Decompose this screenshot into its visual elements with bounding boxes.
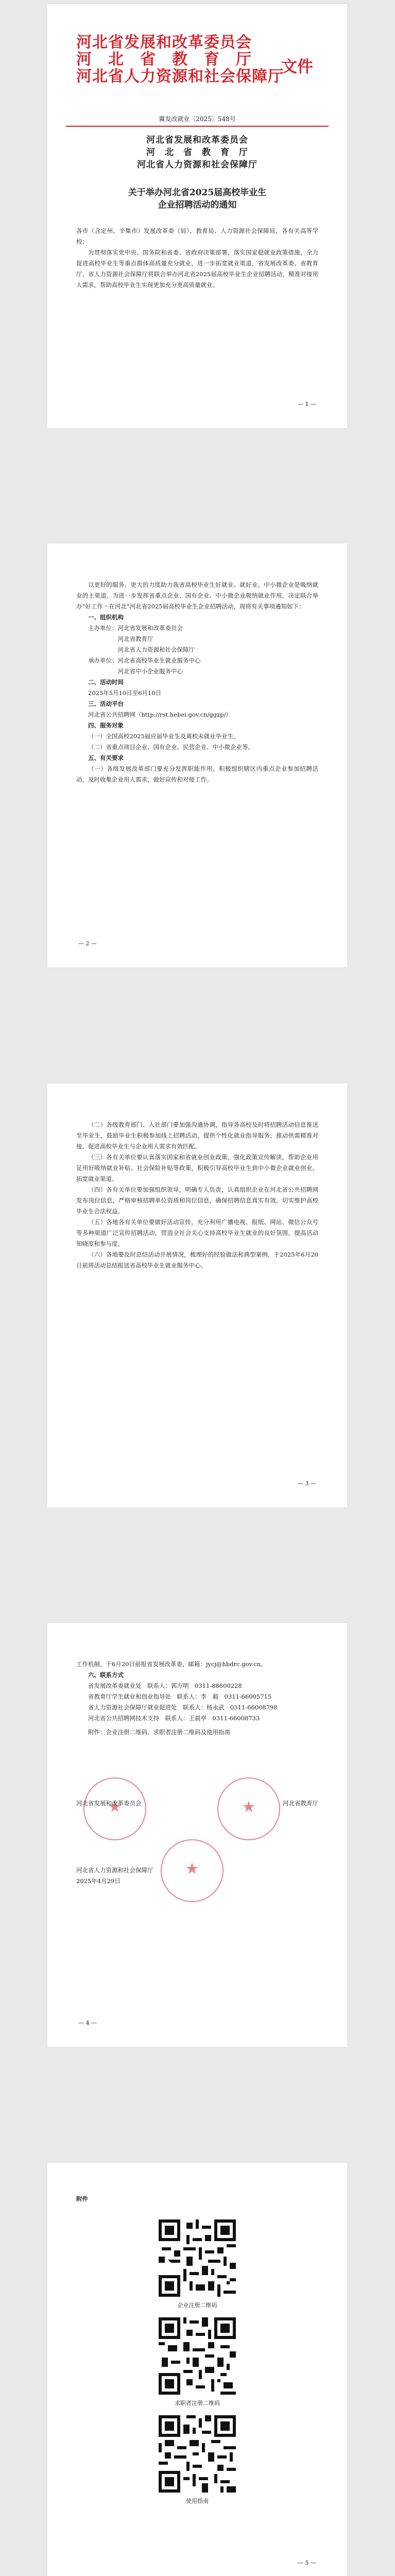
page-3-body [76,1120,318,1271]
page-2-body [76,580,318,785]
document-page-4 [47,1623,347,2047]
document-page-5 [47,2163,347,2576]
page-number: — 5 — [298,2560,316,2566]
section-heading: 四、服务对象 [88,722,124,729]
addressee: 各市（含定州、辛集市）发展改革委（局）、教育局、人力资源社会保障局，各有关高等学校： [76,227,318,245]
contact-line: 省人力资源社会保障厅就业促进处 联系人：杨永武 0311-66008798 [88,1704,278,1711]
title-line-1: 关于举办河北省2025届高校毕业生 [128,188,267,198]
page-5-body [76,2194,318,2205]
qr-guide[interactable] [47,2415,347,2505]
page-number: — 1 — [298,401,316,408]
paragraph: （六）各地要及时总结活动开展情况，梳理好的经验做法和典型案例，于2025年6月20日前将活动总结报送省高校毕业生就业服务中心。 [76,1251,318,1269]
document-page-3 [47,1083,347,1507]
signer-left: 河北省发展和改革委员会 [76,1800,142,1807]
paragraph: （二）各级教育部门、人社部门要加强沟通协调，指导各高校及时将招聘活动信息推送至毕业生，鼓励毕业生积极参加线上招聘活动，提供个性化就业指导服务，推动供需精准对接，促进高校毕业生与企业用人需求有效匹配。 [76,1121,318,1150]
page-4-body [76,1659,318,1738]
section-line: （二）省重点项目企业、国有企业、民营企业、中小微企业等。 [88,743,254,751]
header-line-2: 河 北 省 教 育 厅 [76,50,252,69]
official-seal [217,1777,280,1840]
official-seal [83,1777,146,1840]
section-line: 承办单位：河北省高校毕业生就业服务中心 [88,657,201,664]
paragraph: （五）各地各有关单位要做好活动宣传，充分利用广播电视、报纸、网站、微信公众号等多种渠道广泛宣传招聘活动，营造全社会关心支持高校毕业生就业的良好氛围，提高活动知晓度和参与度。 [76,1218,318,1247]
header-line-3: 河北省人力资源和社会保障厅 [76,67,284,86]
qr-jobseeker[interactable] [47,2317,347,2407]
signing-date: 2025年4月29日 [76,1877,121,1885]
signature-right [76,1865,318,1887]
section-heading: 三、活动平台 [88,700,124,707]
section-line: 主办单位：河北省发展和改革委员会 [88,624,183,632]
paragraph: （三）各有关单位要认真落实国家和省就业创业政策，强化政策宣传解读，帮助企业用足用好吸纳就业补贴、社会保险补贴等政策，积极引导高校毕业生到中小微企业就业创业，拓宽就业渠道。 [76,1154,318,1182]
qr-code-icon [159,2219,236,2297]
qr-caption: 求职者注册二维码 [175,2400,220,2406]
section-line: 河北省中小企业服务中心 [88,668,183,675]
contact-line: 省教育厅学生就业和创业指导处 联系人：李 毅 0311-66005715 [88,1693,272,1700]
document-page-1 [47,4,347,428]
issuer-3: 河北省人力资源和社会保障厅 [137,160,257,170]
paragraph: 工作机制，于6月20日前报省发展改革委，邮箱：jycj@hbdrc.gov.cn。 [76,1660,267,1668]
issuer-1: 河北省发展和改革委员会 [146,135,248,145]
document-header [76,34,284,85]
section-heading: 二、活动时间 [88,679,124,686]
contact-line: 河北省公共招聘网技术支持 联系人：王晨亭 0311-66008733 [88,1715,260,1722]
section-heading: 五、有关要求 [88,754,124,761]
qr-code-icon [159,2415,236,2493]
section-line: 河北省公共招聘网（http://rst.hebei.gov.cn/ggzp/） [88,711,232,718]
qr-code-icon [159,2317,236,2395]
signer-mid: 河北省教育厅 [283,1800,318,1807]
page-number: — 4 — [78,2020,97,2026]
signature-block [76,1798,318,1809]
qr-caption: 使用指南 [186,2498,209,2504]
attachment-note: 附件：企业注册二维码、求职者注册二维码及使用指南 [88,1728,230,1736]
qr-caption: 企业注册二维码 [177,2302,217,2309]
attachment-heading: 附件 [76,2195,88,2202]
issuer-2: 河 北 省 教 育 厅 [146,147,248,158]
paragraph: （四）各有关单位要加强组织领导，明确专人负责，认真组织企业在河北省公共招聘网发布岗位信息，严格审核招聘单位资质和岗位信息，确保招聘信息真实有效，切实维护高校毕业生合法权益。 [76,1186,318,1215]
section-heading: 一、组织机构 [88,614,124,621]
section-line: 2025年5月10日至6月10日 [88,689,162,697]
header-line-1: 河北省发展和改革委员会 [76,33,252,52]
paragraph: 以更好的服务、更大的力度助力我省高校毕业生好就业、就好业。中小微企业是吸纳就业的主渠道，为进一步发挥省重点企业、国有企业、中小微企业吸纳就业作用，决定联合举办“好工作・在河北”河北省2025届高校毕业生企业招聘活动，现将有关事项通知如下： [76,581,318,610]
title-line-2: 企业招聘活动的通知 [158,200,237,210]
document-page-2 [47,544,347,968]
contact-line: 省发展改革委就业处 联系人：郭方明 0311-88600228 [88,1682,242,1689]
paragraph: 为贯彻落实党中央、国务院和省委、省政府决策部署，落实国家稳就业政策措施，全力促进高校毕业生等重点群体高质量充分就业，进一步拓宽就业渠道，省发展改革委、省教育厅、省人力资源社会保障厅将联合举办河北省2025届高校毕业生企业招聘活动，精准对接用人需求，帮助高校毕业生实现更加充分更高质量就业。 [76,249,318,289]
section-line: （一）各级发展改革部门要充分发挥职能作用，积极组织辖区内重点企业参加招聘活动，及时收集企业用人需求，做好宣传和对接工作。 [76,765,318,783]
section-heading: 六、联系方式 [88,1671,124,1679]
page-1-body [76,226,318,291]
page-number: — 2 — [78,940,97,947]
signer-right: 河北省人力资源和社会保障厅 [76,1867,153,1874]
issuers-block [47,134,347,171]
section-line: 河北省教育厅 [88,635,153,642]
document-number: 冀发改就业〔2025〕548号 [159,115,236,123]
qr-enterprise[interactable] [47,2219,347,2309]
header-stamp: 文件 [281,58,313,76]
red-divider [66,126,329,127]
document-title [47,187,347,211]
page-number: — 3 — [298,1480,316,1487]
section-line: 河北省人力资源和社会保障厅 [88,646,195,653]
section-line: （一）全国高校2025届应届毕业生及离校未就业毕业生。 [88,733,239,740]
